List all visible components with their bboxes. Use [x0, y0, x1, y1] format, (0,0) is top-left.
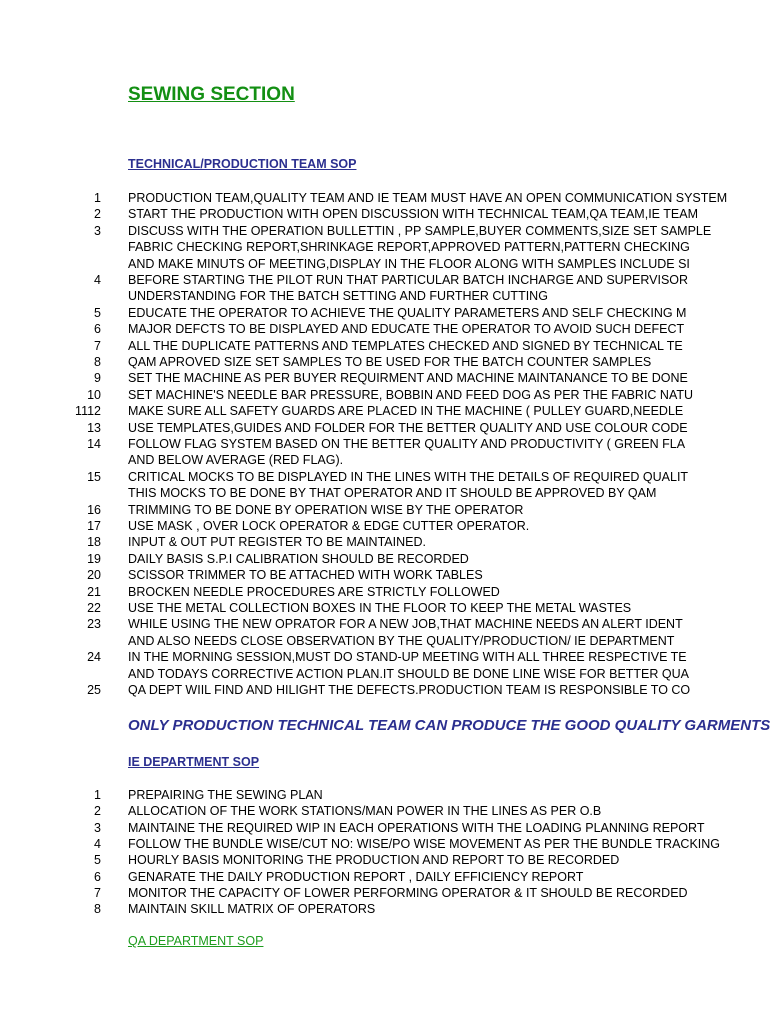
item-number: 8: [94, 902, 101, 917]
item-number: 1: [94, 191, 101, 205]
item-text: START THE PRODUCTION WITH OPEN DISCUSSION WITH TECHNICAL TEAM,QA TEAM,IE TEAM: [128, 207, 698, 222]
item-text: FOLLOW FLAG SYSTEM BASED ON THE BETTER QUALITY AND PRODUCTIVITY ( GREEN FLA: [128, 437, 686, 451]
item-text: INPUT & OUT PUT REGISTER TO BE MAINTAINED.: [128, 535, 426, 550]
item-text: DAILY BASIS S.P.I CALIBRATION SHOULD BE RECORDED: [128, 551, 469, 566]
item-number: 22: [87, 601, 101, 615]
quality-banner: ONLY PRODUCTION TECHNICAL TEAM CAN PRODUCE THE GOOD QUALITY GARMENTS: [128, 717, 770, 734]
item-number: 5: [94, 853, 101, 868]
item-number: 9: [94, 371, 101, 386]
item-continuation: THIS MOCKS TO BE DONE BY THAT OPERATOR AND IT SHOULD BE APPROVED BY QAM: [128, 486, 657, 501]
item-number: 24: [87, 650, 101, 665]
item-text: GENARATE THE DAILY PRODUCTION REPORT , DAILY EFFICIENCY REPORT: [128, 869, 584, 884]
item-continuation: AND ALSO NEEDS CLOSE OBSERVATION BY THE QUALITY/PRODUCTION/ IE DEPARTMENT: [128, 633, 675, 648]
item-text: MAINTAIN SKILL MATRIX OF OPERATORS: [128, 902, 376, 917]
item-text: SCISSOR TRIMMER TO BE ATTACHED WITH WORK TABLES: [128, 568, 483, 583]
item-number: 10: [87, 387, 101, 402]
item-continuation: UNDERSTANDING FOR THE BATCH SETTING AND FURTHER CUTTING: [128, 289, 548, 304]
item-number: 3: [94, 820, 101, 835]
item-text: HOURLY BASIS MONITORING THE PRODUCTION AND REPORT TO BE RECORDED: [128, 853, 620, 868]
item-number: 17: [87, 519, 101, 533]
item-text: QAM APROVED SIZE SET SAMPLES TO BE USED FOR THE BATCH COUNTER SAMPLES: [128, 355, 652, 369]
item-number: 25: [87, 683, 101, 697]
item-text: USE THE METAL COLLECTION BOXES IN THE FLOOR TO KEEP THE METAL WASTES: [128, 601, 632, 615]
item-text: WHILE USING THE NEW OPRATOR FOR A NEW JOB,THAT MACHINE NEEDS AN ALERT IDENT: [128, 617, 683, 632]
item-number: 5: [94, 305, 101, 320]
item-number: 15: [87, 469, 101, 484]
document-title: SEWING SECTION: [128, 84, 295, 105]
item-number: 7: [94, 885, 101, 900]
item-text: FOLLOW THE BUNDLE WISE/CUT NO: WISE/PO WISE MOVEMENT AS PER THE BUNDLE TRACKING: [128, 836, 720, 851]
item-text: IN THE MORNING SESSION,MUST DO STAND-UP MEETING WITH ALL THREE RESPECTIVE TE: [128, 650, 687, 665]
item-number: 1: [94, 788, 101, 802]
item-text: EDUCATE THE OPERATOR TO ACHIEVE THE QUALITY PARAMETERS AND SELF CHECKING M: [128, 305, 687, 320]
item-continuation: AND BELOW AVERAGE (RED FLAG).: [128, 453, 344, 468]
item-text: TRIMMING TO BE DONE BY OPERATION WISE BY THE OPERATOR: [128, 502, 524, 517]
item-number: 7: [94, 338, 101, 353]
item-text: BEFORE STARTING THE PILOT RUN THAT PARTICULAR BATCH INCHARGE AND SUPERVISOR: [128, 273, 689, 287]
item-number: 2: [94, 804, 101, 819]
item-number: 16: [87, 502, 101, 517]
item-text: ALLOCATION OF THE WORK STATIONS/MAN POWER IN THE LINES AS PER O.B: [128, 804, 602, 819]
item-number: 4: [94, 836, 101, 851]
item-number: 3: [94, 223, 101, 238]
item-continuation: AND MAKE MINUTS OF MEETING,DISPLAY IN THE FLOOR ALONG WITH SAMPLES INCLUDE SI: [128, 256, 690, 271]
technical-team-sop-heading: TECHNICAL/PRODUCTION TEAM SOP: [128, 157, 357, 171]
item-text: CRITICAL MOCKS TO BE DISPLAYED IN THE LINES WITH THE DETAILS OF REQUIRED QUALIT: [128, 469, 689, 484]
item-text: MONITOR THE CAPACITY OF LOWER PERFORMING OPERATOR & IT SHOULD BE RECORDED: [128, 885, 688, 900]
item-number: 21: [87, 584, 101, 599]
item-text: DISCUSS WITH THE OPERATION BULLETTIN , PP SAMPLE,BUYER COMMENTS,SIZE SET SAMPLE: [128, 223, 712, 238]
ie-department-sop-heading: IE DEPARTMENT SOP: [128, 755, 260, 769]
item-text: USE MASK , OVER LOCK OPERATOR & EDGE CUTTER OPERATOR.: [128, 519, 530, 533]
item-number: 18: [87, 535, 101, 550]
item-number: 19: [87, 551, 101, 566]
item-text: BROCKEN NEEDLE PROCEDURES ARE STRICTLY FOLLOWED: [128, 584, 500, 599]
qa-department-sop-heading: QA DEPARTMENT SOP: [128, 934, 264, 948]
item-text: PREPAIRING THE SEWING PLAN: [128, 788, 323, 802]
item-number: 23: [87, 617, 101, 632]
item-number: 14: [87, 437, 101, 451]
item-text: SET MACHINE'S NEEDLE BAR PRESSURE, BOBBIN AND FEED DOG AS PER THE FABRIC NATU: [128, 387, 694, 402]
item-number: 20: [87, 568, 101, 583]
item-number: 2: [94, 207, 101, 222]
item-number: 8: [94, 355, 101, 369]
item-number: 6: [94, 869, 101, 884]
item-number: 1112: [75, 404, 101, 419]
item-continuation: AND TODAYS CORRECTIVE ACTION PLAN.IT SHOULD BE DONE LINE WISE FOR BETTER QUA: [128, 666, 689, 681]
item-number: 4: [94, 273, 101, 287]
item-text: ALL THE DUPLICATE PATTERNS AND TEMPLATES CHECKED AND SIGNED BY TECHNICAL TE: [128, 338, 683, 353]
item-text: PRODUCTION TEAM,QUALITY TEAM AND IE TEAM MUST HAVE AN OPEN COMMUNICATION SYSTEM: [128, 191, 728, 205]
item-text: USE TEMPLATES,GUIDES AND FOLDER FOR THE BETTER QUALITY AND USE COLOUR CODE: [128, 420, 688, 435]
item-text: MAINTAINE THE REQUIRED WIP IN EACH OPERATIONS WITH THE LOADING PLANNING REPORT: [128, 820, 705, 835]
item-text: MAJOR DEFCTS TO BE DISPLAYED AND EDUCATE THE OPERATOR TO AVOID SUCH DEFECT: [128, 322, 685, 337]
item-number: 13: [87, 420, 101, 435]
item-text: QA DEPT WIIL FIND AND HILIGHT THE DEFECTS.PRODUCTION TEAM IS RESPONSIBLE TO CO: [128, 683, 691, 697]
item-text: SET THE MACHINE AS PER BUYER REQUIRMENT AND MACHINE MAINTANANCE TO BE DONE: [128, 371, 688, 386]
item-continuation: FABRIC CHECKING REPORT,SHRINKAGE REPORT,APPROVED PATTERN,PATTERN CHECKING: [128, 240, 690, 255]
item-number: 6: [94, 322, 101, 337]
item-text: MAKE SURE ALL SAFETY GUARDS ARE PLACED IN THE MACHINE ( PULLEY GUARD,NEEDLE: [128, 404, 684, 419]
